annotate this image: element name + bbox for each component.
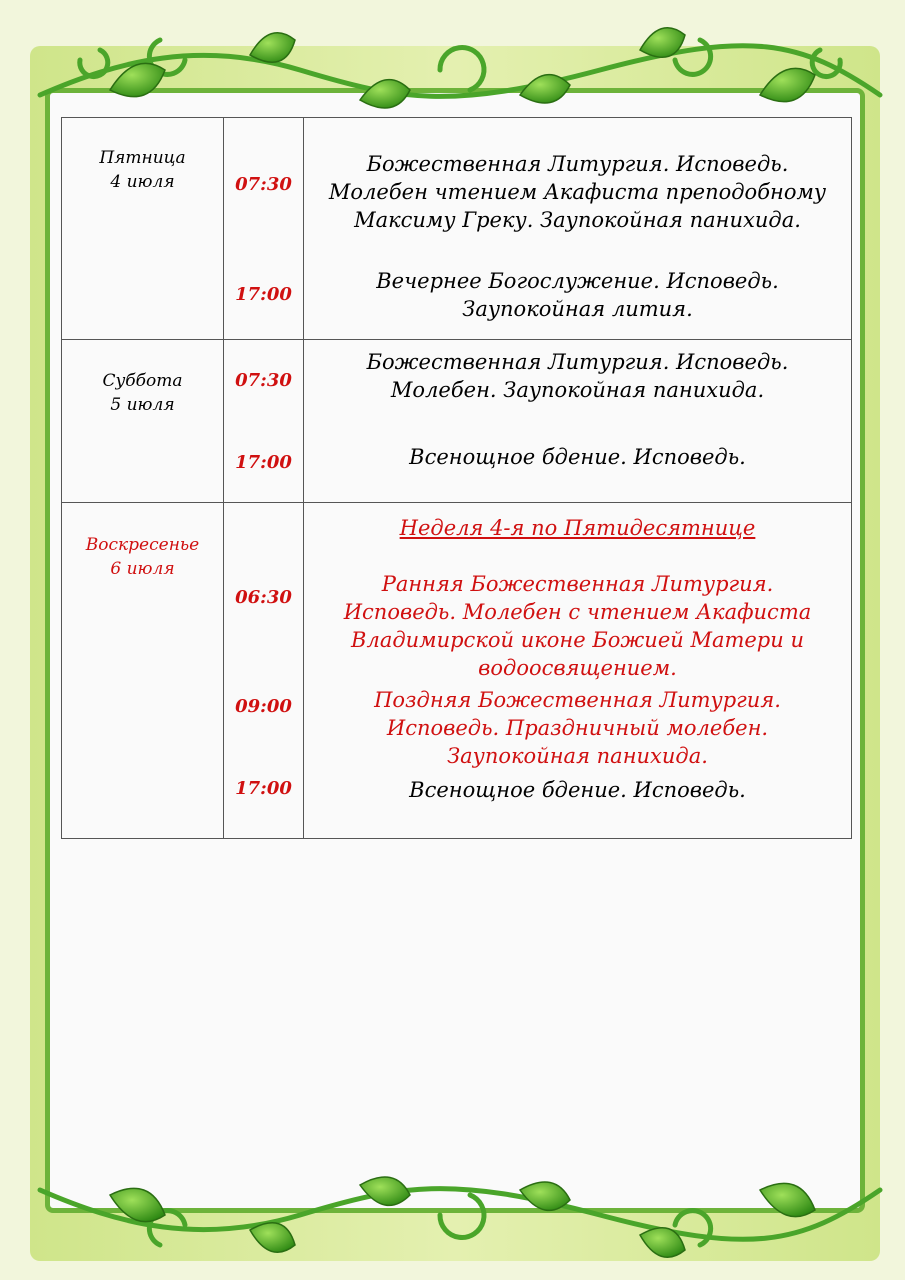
service-time: 09:00 bbox=[235, 696, 292, 717]
service-time: 17:00 bbox=[235, 452, 292, 473]
service-time: 17:00 bbox=[235, 778, 292, 799]
service-description: Вечернее Богослужение. Исповедь. Заупокойная лития. bbox=[376, 269, 779, 321]
day-date: 6 июля bbox=[110, 559, 175, 579]
service-time: 07:30 bbox=[235, 370, 292, 391]
day-name: Воскресенье bbox=[85, 535, 200, 555]
service-description: Божественная Литургия. Исповедь. Молебен. Заупокойная панихида. bbox=[366, 350, 789, 402]
day-cell bbox=[62, 340, 224, 503]
table-row bbox=[62, 118, 852, 340]
day-name: Пятница bbox=[99, 148, 186, 168]
service-description: Поздняя Божественная Литургия. Исповедь. Праздничный молебен. Заупокойная панихида. bbox=[374, 688, 781, 768]
day-cell bbox=[62, 118, 224, 340]
times-cell bbox=[224, 340, 304, 503]
service-time: 06:30 bbox=[235, 587, 292, 608]
table-row bbox=[62, 503, 852, 839]
day-cell bbox=[62, 503, 224, 839]
service-time: 07:30 bbox=[235, 174, 292, 195]
times-cell bbox=[224, 118, 304, 340]
service-time: 17:00 bbox=[235, 284, 292, 305]
events-cell bbox=[304, 118, 852, 340]
times-cell bbox=[224, 503, 304, 839]
day-date: 5 июля bbox=[110, 395, 175, 415]
service-schedule-table bbox=[61, 117, 852, 839]
day-date: 4 июля bbox=[110, 172, 175, 192]
service-description: Ранняя Божественная Литургия. Исповедь. Молебен с чтением Акафиста Владимирской иконе Божией Матери и водоосвящением. bbox=[343, 572, 812, 680]
events-cell bbox=[304, 503, 852, 839]
service-description: Всенощное бдение. Исповедь. bbox=[409, 445, 746, 469]
day-name: Суббота bbox=[102, 371, 183, 391]
feast-title: Неделя 4-я по Пятидесятнице bbox=[399, 516, 756, 540]
table-row bbox=[62, 340, 852, 503]
service-description: Божественная Литургия. Исповедь. Молебен чтением Акафиста преподобному Максиму Греку. Заупокойная панихида. bbox=[328, 152, 827, 232]
events-cell bbox=[304, 340, 852, 503]
service-description: Всенощное бдение. Исповедь. bbox=[409, 778, 746, 802]
